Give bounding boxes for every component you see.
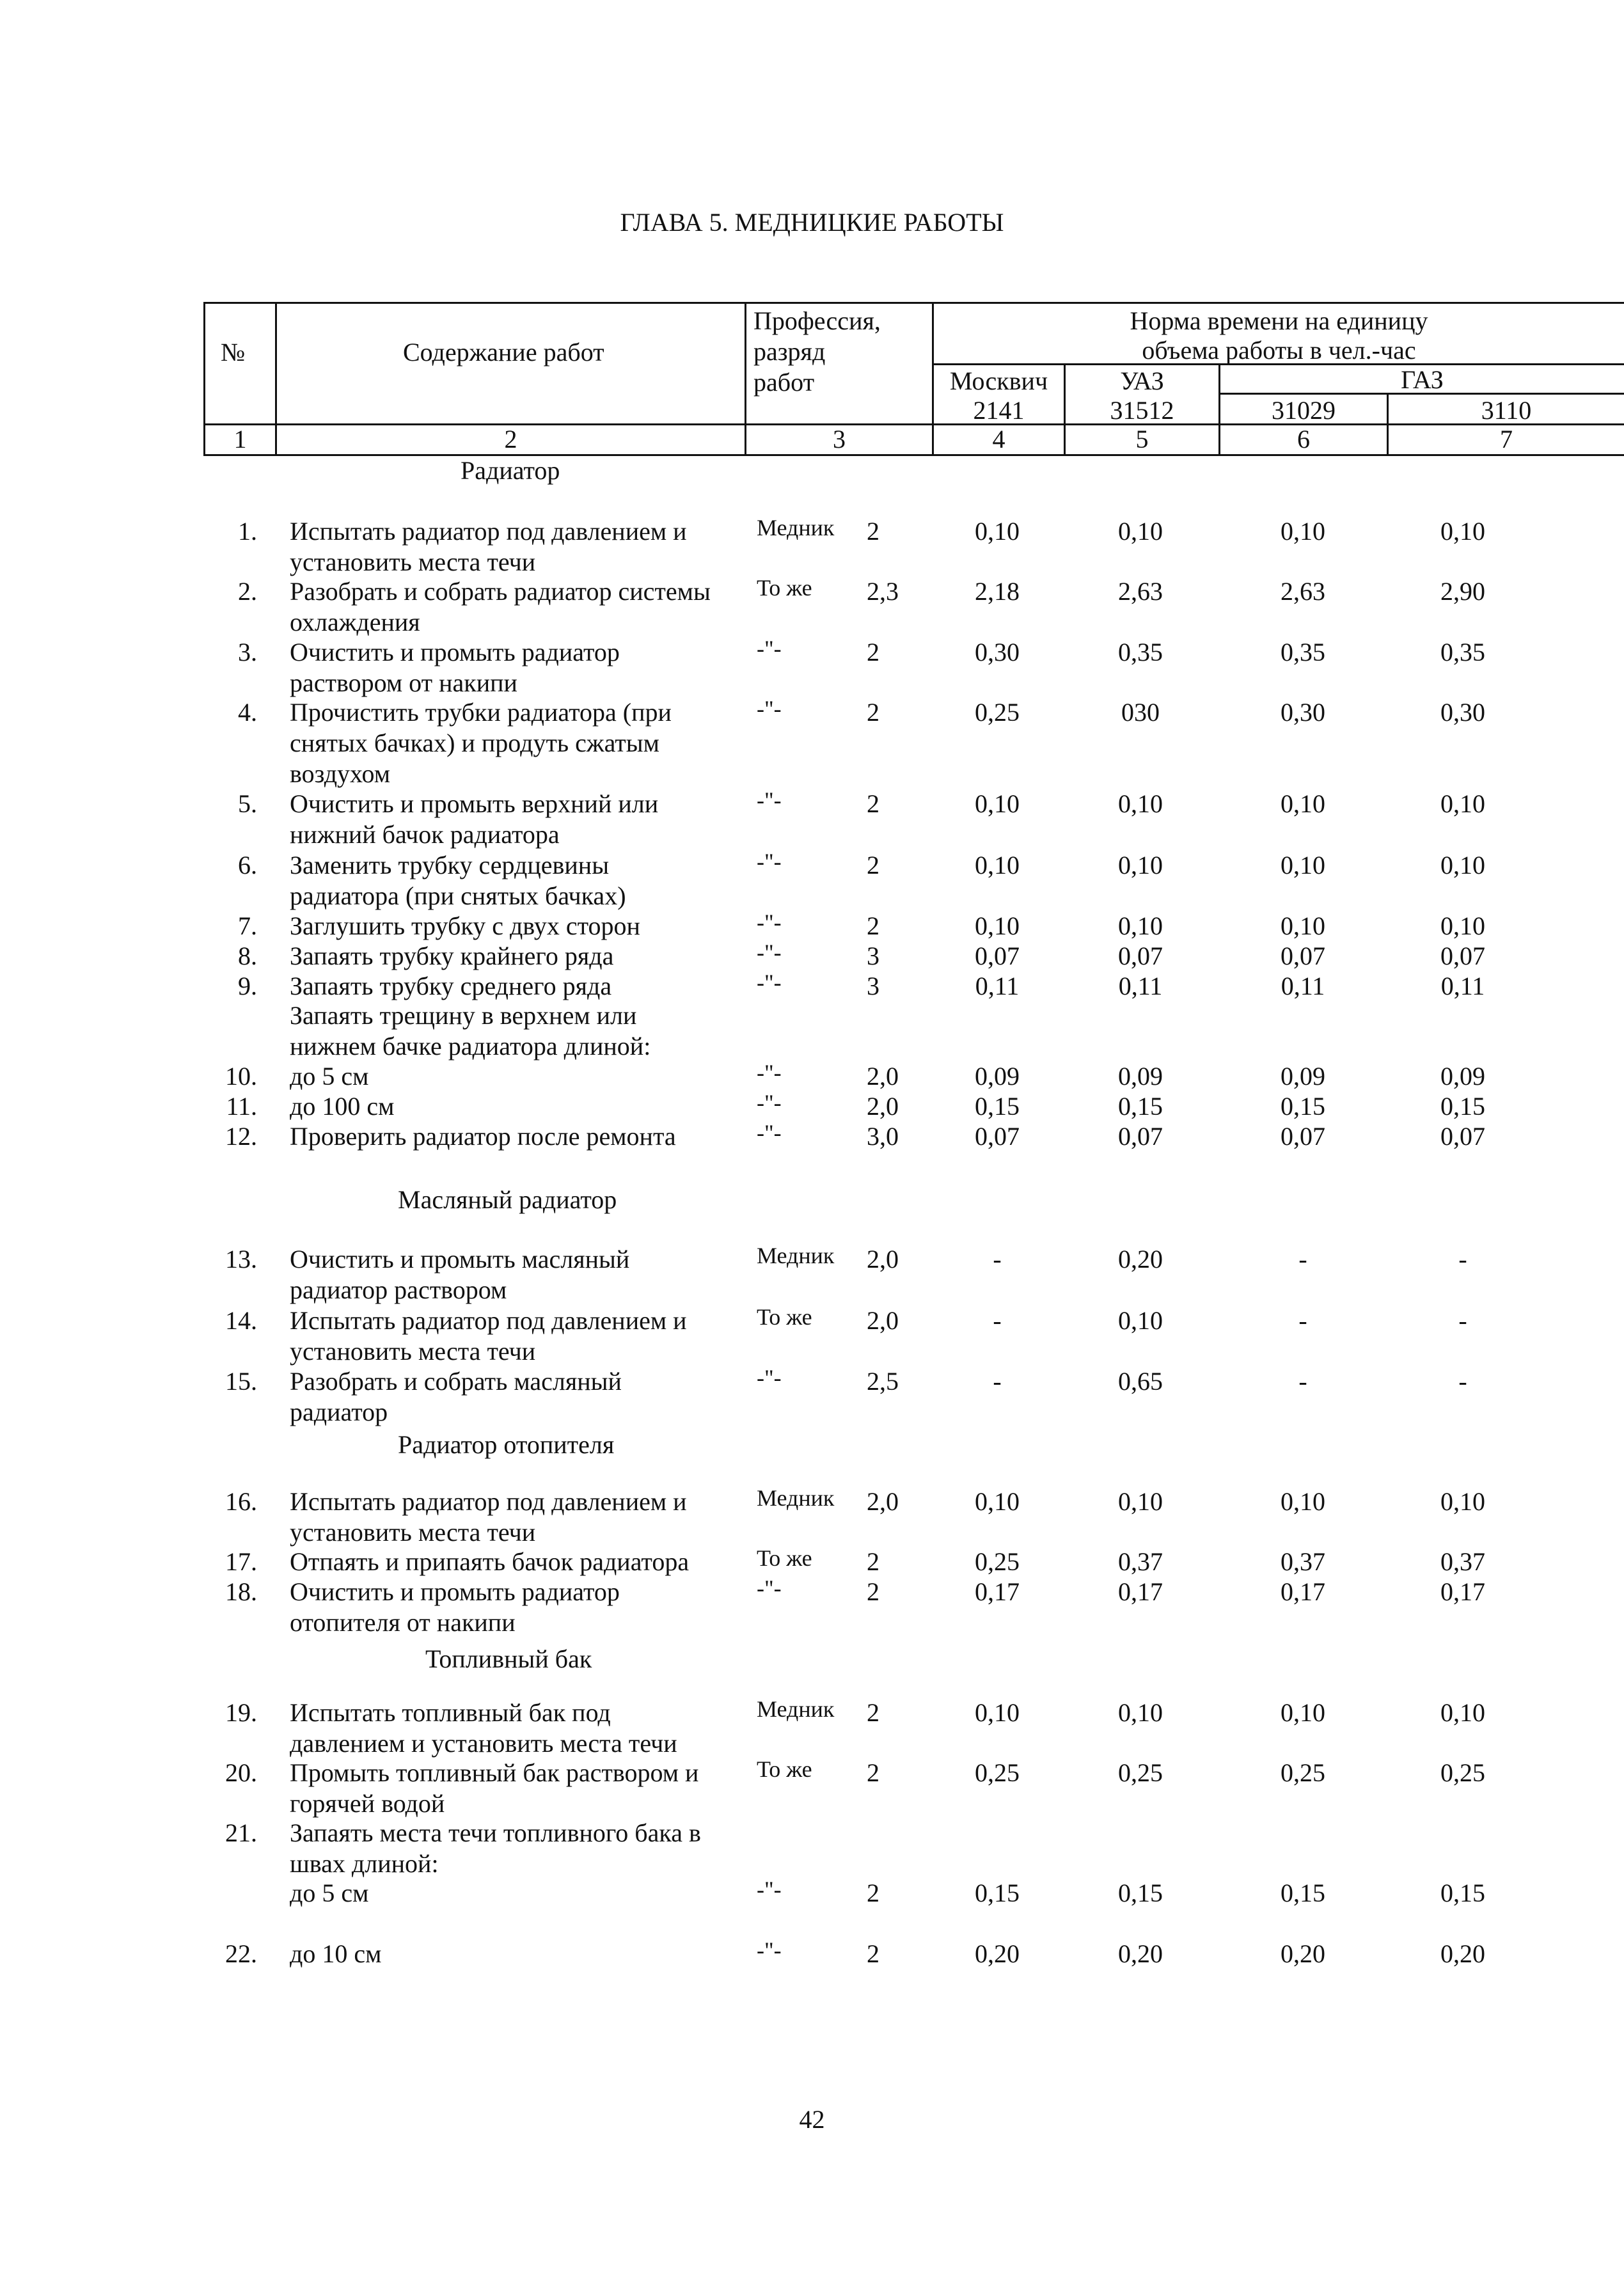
row-value: 0,10 [1118,1306,1163,1335]
row-number: 13. [225,1245,257,1273]
row-value: 0,10 [1281,789,1325,818]
row-profession: То же [757,1304,812,1330]
row-value: 0,20 [975,1939,1020,1968]
row-number: 14. [225,1306,257,1335]
row-grade: 3 [867,942,879,970]
row-number: 18. [225,1577,257,1606]
row-value: 0,15 [1118,1879,1163,1907]
row-profession: -"- [757,1060,782,1085]
row-value: 0,25 [975,1547,1020,1576]
row-value: 0,25 [1281,1758,1325,1787]
row-content-line: до 5 см [290,1879,369,1907]
row-value: 0,10 [1281,1487,1325,1516]
row-content-line: Очистить и промыть радиатор [290,638,620,666]
row-value: 0,11 [1440,972,1485,1000]
row-content-line: отопителя от накипи [290,1608,516,1637]
section-heater-radiator: Радиатор отопителя [398,1430,615,1459]
header-gaz: ГАЗ [1401,365,1444,394]
row-value: 0,30 [1281,698,1325,727]
row-value: 0,10 [1281,911,1325,940]
row-value: 0,25 [1118,1758,1163,1787]
row-value: 0,15 [1281,1879,1325,1907]
row-value: 0,15 [975,1879,1020,1907]
row-content-line: до 5 см [290,1062,369,1091]
row-profession: -"- [757,1575,782,1601]
row-value: 0,07 [1440,1122,1485,1151]
row-value: 0,17 [1118,1577,1163,1606]
row-profession: -"- [757,940,782,965]
row-grade: 2 [867,1758,879,1787]
row-number: 9. [238,972,257,1000]
row-value: 0,10 [1440,911,1485,940]
row-value: 030 [1121,698,1160,727]
row-value: 0,10 [1440,789,1485,818]
row-value: 0,10 [1281,517,1325,546]
row-value: 0,20 [1440,1939,1485,1968]
row-value: 0,07 [975,1122,1020,1151]
row-content-line: Испытать радиатор под давлением и [290,517,687,546]
row-number: 12. [225,1122,257,1151]
row-content-line: горячей водой [290,1789,445,1818]
row-value: 0,10 [1118,789,1163,818]
row-value: 0,10 [1440,1487,1485,1516]
row-grade: 3 [867,972,879,1000]
row-value: 0,35 [1118,638,1163,666]
row-value: 0,10 [975,789,1020,818]
row-number: 22. [225,1939,257,1968]
row-value: 0,25 [1440,1758,1485,1787]
row-content-line: до 100 см [290,1092,395,1121]
row-profession: То же [757,1756,812,1782]
row-value: 0,07 [1281,1122,1325,1151]
row-value: 2,63 [1118,577,1163,606]
row-value: - [1298,1306,1307,1335]
row-content-line: радиатора (при снятых бачках) [290,881,626,910]
row-number: 21. [225,1818,257,1847]
row-number: 8. [238,942,257,970]
row-content-line: Испытать радиатор под давлением и [290,1306,687,1335]
row-value: 0,10 [1118,517,1163,546]
header-profession-2: разряд [753,337,826,366]
row-grade: 3,0 [867,1122,899,1151]
row-profession: -"- [757,636,782,661]
row-content-line: снятых бачках) и продуть сжатым [290,729,659,757]
row-number: 10. [225,1062,257,1091]
row-value: 0,10 [1118,1487,1163,1516]
colnum-2: 2 [504,425,517,453]
row-content-line: Запаять трещину в верхнем или [290,1001,637,1030]
row-value: 0,10 [975,1487,1020,1516]
row-value: 0,11 [975,972,1020,1000]
row-content-line: нижнем бачке радиатора длиной: [290,1032,651,1060]
row-content-line: Очистить и промыть масляный [290,1245,630,1273]
row-number: 2. [238,577,257,606]
row-grade: 2 [867,638,879,666]
header-norm-2: объема работы в чел.-час [1142,336,1416,365]
row-number: 5. [238,789,257,818]
row-content-line: Разобрать и собрать масляный [290,1367,622,1396]
row-value: 0,11 [1118,972,1163,1000]
row-value: 0,30 [975,638,1020,666]
colnum-3: 3 [833,425,846,453]
page-number: 42 [799,2105,825,2134]
row-profession: -"- [757,970,782,995]
row-profession: -"- [757,910,782,935]
section-oil-radiator: Масляный радиатор [398,1185,617,1214]
row-number: 19. [225,1698,257,1727]
header-gaz-3110: 3110 [1481,396,1532,425]
row-value: 0,10 [1281,1698,1325,1727]
row-value: - [1458,1245,1467,1273]
row-grade: 2 [867,1577,879,1606]
row-grade: 2 [867,1698,879,1727]
row-profession: Медник [757,1243,835,1268]
header-uaz-model: 31512 [1110,396,1174,425]
row-value: 0,09 [975,1062,1020,1091]
row-content-line: Запаять трубку среднего ряда [290,972,612,1000]
colnum-5: 5 [1135,425,1149,453]
row-value: - [993,1306,1002,1335]
row-grade: 2 [867,1879,879,1907]
row-value: 0,07 [1118,942,1163,970]
row-value: 0,09 [1118,1062,1163,1091]
row-content-line: Заменить трубку сердцевины [290,851,610,879]
colnum-7: 7 [1500,425,1513,453]
row-number: 7. [238,911,257,940]
colnum-6: 6 [1297,425,1310,453]
row-content-line: швах длиной: [290,1849,439,1878]
header-moskvich-model: 2141 [973,396,1025,425]
row-value: - [1458,1306,1467,1335]
row-value: 0,07 [1281,942,1325,970]
row-value: 0,25 [975,698,1020,727]
row-profession: -"- [757,1090,782,1115]
row-grade: 2,0 [867,1062,899,1091]
row-number: 15. [225,1367,257,1396]
row-number: 3. [238,638,257,666]
row-number: 1. [238,517,257,546]
row-grade: 2,0 [867,1092,899,1121]
row-value: 0,15 [1281,1092,1325,1121]
header-profession-3: работ [753,368,815,397]
row-content-line: Запаять трубку крайнего ряда [290,942,614,970]
row-content-line: воздухом [290,759,391,788]
row-profession: -"- [757,1937,782,1963]
row-content-line: радиатор раствором [290,1275,507,1304]
row-content-line: нижний бачок радиатора [290,820,560,849]
row-value: 0,10 [1118,851,1163,879]
row-value: 2,18 [975,577,1020,606]
row-value: 0,10 [1440,851,1485,879]
row-value: 0,37 [1281,1547,1325,1576]
row-grade: 2 [867,851,879,879]
row-value: 0,15 [1118,1092,1163,1121]
page-title: ГЛАВА 5. МЕДНИЦКИЕ РАБОТЫ [620,208,1004,237]
row-value: 0,10 [975,1698,1020,1727]
row-value: 0,65 [1118,1367,1163,1396]
row-profession: Медник [757,515,835,540]
header-num: № [221,338,246,367]
row-value: 0,17 [975,1577,1020,1606]
row-value: 0,25 [975,1758,1020,1787]
row-grade: 2,0 [867,1487,899,1516]
row-value: 0,17 [1281,1577,1325,1606]
row-profession: -"- [757,849,782,874]
row-content-line: Очистить и промыть верхний или [290,789,659,818]
row-content-line: Промыть топливный бак раствором и [290,1758,699,1787]
row-value: 0,17 [1440,1577,1485,1606]
row-value: - [993,1245,1002,1273]
row-profession: -"- [757,1877,782,1902]
row-value: 0,35 [1440,638,1485,666]
row-content-line: давлением и установить места течи [290,1729,677,1758]
row-content-line: Испытать радиатор под давлением и [290,1487,687,1516]
row-number: 20. [225,1758,257,1787]
row-content-line: установить места течи [290,1518,536,1547]
section-fuel-tank: Топливный бак [425,1644,592,1673]
row-grade: 2,0 [867,1245,899,1273]
row-value: 0,15 [1440,1092,1485,1121]
row-value: 0,10 [1118,1698,1163,1727]
row-grade: 2 [867,517,879,546]
row-profession: То же [757,575,812,601]
row-value: 0,10 [1118,911,1163,940]
row-grade: 2,3 [867,577,899,606]
row-value: 0,35 [1281,638,1325,666]
row-profession: -"- [757,1365,782,1391]
row-content-line: Испытать топливный бак под [290,1698,611,1727]
colnum-1: 1 [233,425,247,453]
row-content-line: Отпаять и припаять бачок радиатора [290,1547,690,1576]
row-content-line: установить места течи [290,1337,536,1366]
row-content-line: до 10 см [290,1939,382,1968]
header-norm-1: Норма времени на единицу [1130,306,1428,335]
row-value: 0,20 [1118,1939,1163,1968]
row-value: 0,09 [1440,1062,1485,1091]
row-profession: Медник [757,1485,835,1511]
row-value: 0,10 [1440,1698,1485,1727]
row-content-line: раствором от накипи [290,668,517,697]
colnum-4: 4 [992,425,1005,453]
header-moskvich: Москвич [949,367,1048,395]
row-value: - [1458,1367,1467,1396]
row-value: - [1298,1245,1307,1273]
row-value: 2,63 [1281,577,1325,606]
row-value: 0,07 [975,942,1020,970]
row-value: 0,30 [1440,698,1485,727]
row-value: 0,10 [975,911,1020,940]
header-gaz-31029: 31029 [1272,396,1336,425]
row-value: 0,10 [1281,851,1325,879]
row-content-line: радиатор [290,1398,388,1426]
row-content-line: Разобрать и собрать радиатор системы [290,577,711,606]
row-grade: 2 [867,911,879,940]
row-value: 0,07 [1118,1122,1163,1151]
row-content-line: Заглушить трубку с двух сторон [290,911,640,940]
row-value: 0,20 [1281,1939,1325,1968]
row-value: 0,09 [1281,1062,1325,1091]
row-value: 0,10 [1440,517,1485,546]
row-value: 0,10 [975,517,1020,546]
row-content-line: Очистить и промыть радиатор [290,1577,620,1606]
row-profession: -"- [757,1120,782,1146]
header-profession-1: Профессия, [753,306,881,335]
row-number: 4. [238,698,257,727]
row-value: - [1298,1367,1307,1396]
row-grade: 2 [867,1939,879,1968]
row-value: 0,37 [1118,1547,1163,1576]
row-value: 0,37 [1440,1547,1485,1576]
row-value: 0,20 [1118,1245,1163,1273]
row-profession: -"- [757,696,782,721]
row-value: 0,10 [975,851,1020,879]
row-profession: -"- [757,787,782,813]
row-content-line: Запаять места течи топливного бака в [290,1818,701,1847]
row-content-line: установить места течи [290,548,536,576]
row-value: 0,11 [1281,972,1325,1000]
row-grade: 2,0 [867,1306,899,1335]
row-grade: 2 [867,698,879,727]
row-value: 0,07 [1440,942,1485,970]
row-value: 0,15 [975,1092,1020,1121]
row-number: 17. [225,1547,257,1576]
row-profession: То же [757,1545,812,1571]
row-value: 0,15 [1440,1879,1485,1907]
row-content-line: охлаждения [290,608,420,636]
row-grade: 2 [867,1547,879,1576]
row-grade: 2,5 [867,1367,899,1396]
row-grade: 2 [867,789,879,818]
section-radiator: Радиатор [461,456,560,485]
row-content-line: Прочистить трубки радиатора (при [290,698,672,727]
header-content: Содержание работ [403,338,604,367]
row-number: 6. [238,851,257,879]
row-value: 2,90 [1440,577,1485,606]
row-number: 16. [225,1487,257,1516]
header-uaz: УАЗ [1120,367,1164,395]
row-content-line: Проверить радиатор после ремонта [290,1122,676,1151]
row-value: - [993,1367,1002,1396]
row-profession: Медник [757,1696,835,1722]
row-number: 11. [226,1092,257,1121]
